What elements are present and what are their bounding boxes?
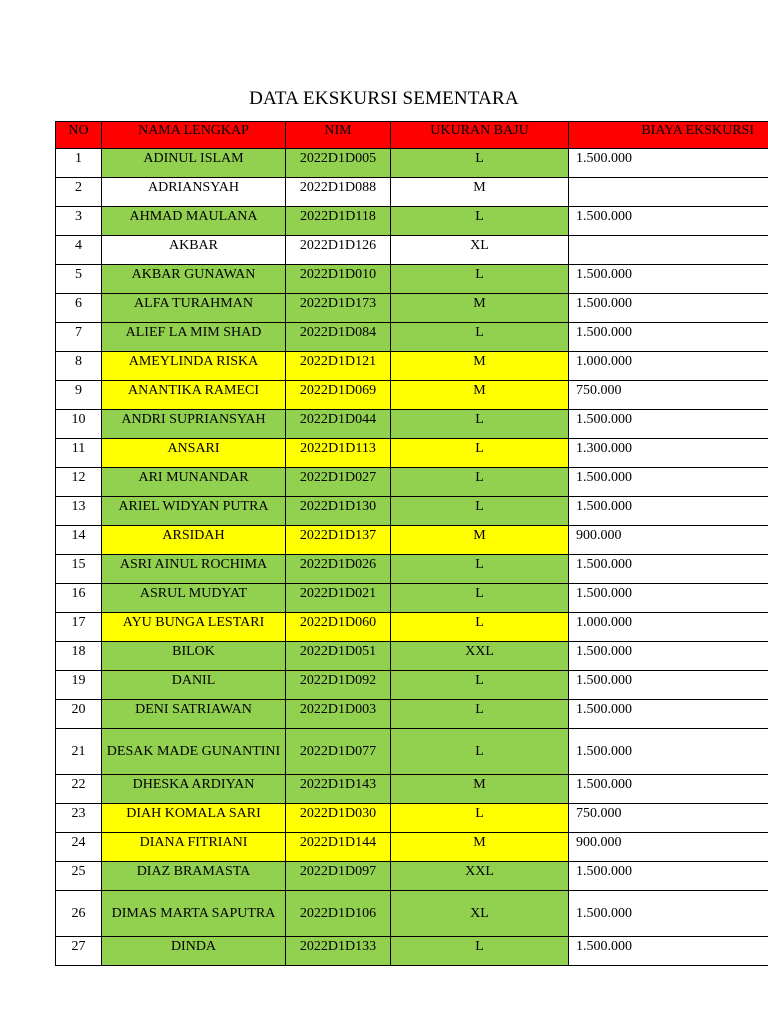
cell-biaya: 1.500.000: [569, 497, 768, 526]
cell-no: 17: [56, 613, 102, 642]
table-row: [56, 671, 768, 700]
header-nim: NIM: [286, 122, 391, 149]
cell-name: AKBAR GUNAWAN: [102, 265, 286, 294]
cell-ukuran-baju: M: [391, 352, 569, 381]
table-row: [56, 555, 768, 584]
cell-ukuran-baju: L: [391, 323, 569, 352]
cell-nim: 2022D1D003: [286, 700, 391, 729]
cell-nim: 2022D1D010: [286, 265, 391, 294]
cell-biaya: 1.500.000: [569, 207, 768, 236]
table-row: [56, 862, 768, 891]
table-row: [56, 729, 768, 775]
cell-nim: 2022D1D077: [286, 729, 391, 775]
cell-ukuran-baju: M: [391, 775, 569, 804]
cell-nim: 2022D1D088: [286, 178, 391, 207]
table-body: [56, 149, 768, 966]
cell-no: 16: [56, 584, 102, 613]
cell-ukuran-baju: L: [391, 584, 569, 613]
cell-name: AMEYLINDA RISKA: [102, 352, 286, 381]
cell-no: 18: [56, 642, 102, 671]
table-row: [56, 323, 768, 352]
cell-no: 1: [56, 149, 102, 178]
table-row: [56, 642, 768, 671]
cell-name: ARSIDAH: [102, 526, 286, 555]
cell-ukuran-baju: M: [391, 381, 569, 410]
cell-ukuran-baju: M: [391, 833, 569, 862]
cell-no: 19: [56, 671, 102, 700]
table-row: [56, 891, 768, 937]
cell-biaya: 1.500.000: [569, 410, 768, 439]
cell-nim: 2022D1D126: [286, 236, 391, 265]
cell-nim: 2022D1D005: [286, 149, 391, 178]
header-ukuran-baju: UKURAN BAJU: [391, 122, 569, 149]
cell-no: 15: [56, 555, 102, 584]
cell-ukuran-baju: L: [391, 207, 569, 236]
cell-no: 11: [56, 439, 102, 468]
cell-name: ADINUL ISLAM: [102, 149, 286, 178]
cell-ukuran-baju: L: [391, 700, 569, 729]
cell-biaya: 1.300.000: [569, 439, 768, 468]
cell-ukuran-baju: L: [391, 671, 569, 700]
cell-no: 7: [56, 323, 102, 352]
cell-biaya: 1.500.000: [569, 149, 768, 178]
cell-nim: 2022D1D092: [286, 671, 391, 700]
cell-biaya: 900.000: [569, 526, 768, 555]
cell-no: 24: [56, 833, 102, 862]
cell-biaya: 1.500.000: [569, 294, 768, 323]
cell-name: ANANTIKA RAMECI: [102, 381, 286, 410]
cell-nim: 2022D1D026: [286, 555, 391, 584]
cell-ukuran-baju: L: [391, 937, 569, 966]
table-row: [56, 833, 768, 862]
cell-name: ANDRI SUPRIANSYAH: [102, 410, 286, 439]
cell-nim: 2022D1D021: [286, 584, 391, 613]
cell-nim: 2022D1D044: [286, 410, 391, 439]
cell-no: 12: [56, 468, 102, 497]
table-row: [56, 937, 768, 966]
cell-nim: 2022D1D137: [286, 526, 391, 555]
cell-no: 25: [56, 862, 102, 891]
cell-nim: 2022D1D144: [286, 833, 391, 862]
header-biaya-ekskursi: BIAYA EKSKURSI: [569, 122, 768, 149]
cell-biaya: 1.500.000: [569, 323, 768, 352]
cell-name: DINDA: [102, 937, 286, 966]
cell-no: 27: [56, 937, 102, 966]
table-header-row: [56, 122, 768, 149]
cell-name: DIMAS MARTA SAPUTRA: [102, 891, 286, 937]
cell-biaya: 1.500.000: [569, 775, 768, 804]
cell-no: 26: [56, 891, 102, 937]
cell-ukuran-baju: M: [391, 178, 569, 207]
cell-nim: 2022D1D173: [286, 294, 391, 323]
cell-ukuran-baju: L: [391, 729, 569, 775]
cell-biaya: 1.500.000: [569, 671, 768, 700]
table-row: [56, 439, 768, 468]
cell-name: ASRUL MUDYAT: [102, 584, 286, 613]
cell-biaya: 1.500.000: [569, 468, 768, 497]
cell-nim: 2022D1D027: [286, 468, 391, 497]
cell-biaya: 1.500.000: [569, 642, 768, 671]
cell-name: DANIL: [102, 671, 286, 700]
cell-no: 3: [56, 207, 102, 236]
cell-no: 4: [56, 236, 102, 265]
cell-ukuran-baju: XL: [391, 236, 569, 265]
cell-ukuran-baju: M: [391, 294, 569, 323]
cell-biaya: 900.000: [569, 833, 768, 862]
cell-ukuran-baju: L: [391, 265, 569, 294]
cell-no: 9: [56, 381, 102, 410]
cell-biaya: 1.500.000: [569, 700, 768, 729]
cell-name: AHMAD MAULANA: [102, 207, 286, 236]
cell-biaya: 1.500.000: [569, 265, 768, 294]
table-row: [56, 804, 768, 833]
cell-no: 22: [56, 775, 102, 804]
cell-no: 6: [56, 294, 102, 323]
cell-nim: 2022D1D118: [286, 207, 391, 236]
cell-no: 2: [56, 178, 102, 207]
cell-biaya: [569, 178, 768, 207]
cell-name: ASRI AINUL ROCHIMA: [102, 555, 286, 584]
table-row: [56, 497, 768, 526]
cell-biaya: 750.000: [569, 381, 768, 410]
ekskursi-table: [55, 121, 768, 966]
cell-name: ARI MUNANDAR: [102, 468, 286, 497]
document-title: DATA EKSKURSI SEMENTARA: [249, 88, 519, 109]
cell-biaya: [569, 236, 768, 265]
cell-biaya: 1.000.000: [569, 613, 768, 642]
cell-no: 13: [56, 497, 102, 526]
cell-ukuran-baju: L: [391, 439, 569, 468]
cell-ukuran-baju: L: [391, 468, 569, 497]
cell-no: 10: [56, 410, 102, 439]
cell-no: 20: [56, 700, 102, 729]
cell-ukuran-baju: L: [391, 410, 569, 439]
table-row: [56, 526, 768, 555]
cell-name: AYU BUNGA LESTARI: [102, 613, 286, 642]
header-no: NO: [56, 122, 102, 149]
table-row: [56, 584, 768, 613]
table-row: [56, 207, 768, 236]
cell-nim: 2022D1D106: [286, 891, 391, 937]
cell-nim: 2022D1D051: [286, 642, 391, 671]
cell-ukuran-baju: XL: [391, 891, 569, 937]
cell-name: DENI SATRIAWAN: [102, 700, 286, 729]
cell-biaya: 1.500.000: [569, 891, 768, 937]
cell-biaya: 1.500.000: [569, 937, 768, 966]
table-row: [56, 352, 768, 381]
cell-nim: 2022D1D097: [286, 862, 391, 891]
cell-biaya: 750.000: [569, 804, 768, 833]
table-row: [56, 149, 768, 178]
cell-name: DIANA FITRIANI: [102, 833, 286, 862]
cell-nim: 2022D1D143: [286, 775, 391, 804]
cell-ukuran-baju: L: [391, 804, 569, 833]
cell-biaya: 1.500.000: [569, 584, 768, 613]
table-row: [56, 178, 768, 207]
cell-name: ADRIANSYAH: [102, 178, 286, 207]
cell-nim: 2022D1D130: [286, 497, 391, 526]
cell-ukuran-baju: L: [391, 149, 569, 178]
table-row: [56, 236, 768, 265]
cell-no: 21: [56, 729, 102, 775]
cell-nim: 2022D1D060: [286, 613, 391, 642]
cell-name: DESAK MADE GUNANTINI: [102, 729, 286, 775]
cell-name: DIAZ BRAMASTA: [102, 862, 286, 891]
cell-biaya: 1.000.000: [569, 352, 768, 381]
table-row: [56, 700, 768, 729]
cell-ukuran-baju: L: [391, 555, 569, 584]
cell-no: 5: [56, 265, 102, 294]
table-row: [56, 410, 768, 439]
cell-ukuran-baju: XXL: [391, 862, 569, 891]
cell-ukuran-baju: M: [391, 526, 569, 555]
cell-no: 14: [56, 526, 102, 555]
cell-name: ALIEF LA MIM SHAD: [102, 323, 286, 352]
cell-no: 23: [56, 804, 102, 833]
cell-name: AKBAR: [102, 236, 286, 265]
cell-name: DIAH KOMALA SARI: [102, 804, 286, 833]
cell-biaya: 1.500.000: [569, 555, 768, 584]
cell-ukuran-baju: XXL: [391, 642, 569, 671]
cell-ukuran-baju: L: [391, 497, 569, 526]
cell-name: ARIEL WIDYAN PUTRA: [102, 497, 286, 526]
cell-nim: 2022D1D030: [286, 804, 391, 833]
table-row: [56, 468, 768, 497]
cell-name: ALFA TURAHMAN: [102, 294, 286, 323]
cell-biaya: 1.500.000: [569, 729, 768, 775]
cell-nim: 2022D1D133: [286, 937, 391, 966]
cell-no: 8: [56, 352, 102, 381]
cell-nim: 2022D1D113: [286, 439, 391, 468]
table-row: [56, 381, 768, 410]
cell-name: BILOK: [102, 642, 286, 671]
table-row: [56, 265, 768, 294]
header-nama-lengkap: NAMA LENGKAP: [102, 122, 286, 149]
cell-ukuran-baju: L: [391, 613, 569, 642]
cell-biaya: 1.500.000: [569, 862, 768, 891]
cell-name: ANSARI: [102, 439, 286, 468]
cell-nim: 2022D1D069: [286, 381, 391, 410]
cell-nim: 2022D1D121: [286, 352, 391, 381]
table-row: [56, 613, 768, 642]
cell-name: DHESKA ARDIYAN: [102, 775, 286, 804]
table-row: [56, 775, 768, 804]
table-row: [56, 294, 768, 323]
cell-nim: 2022D1D084: [286, 323, 391, 352]
